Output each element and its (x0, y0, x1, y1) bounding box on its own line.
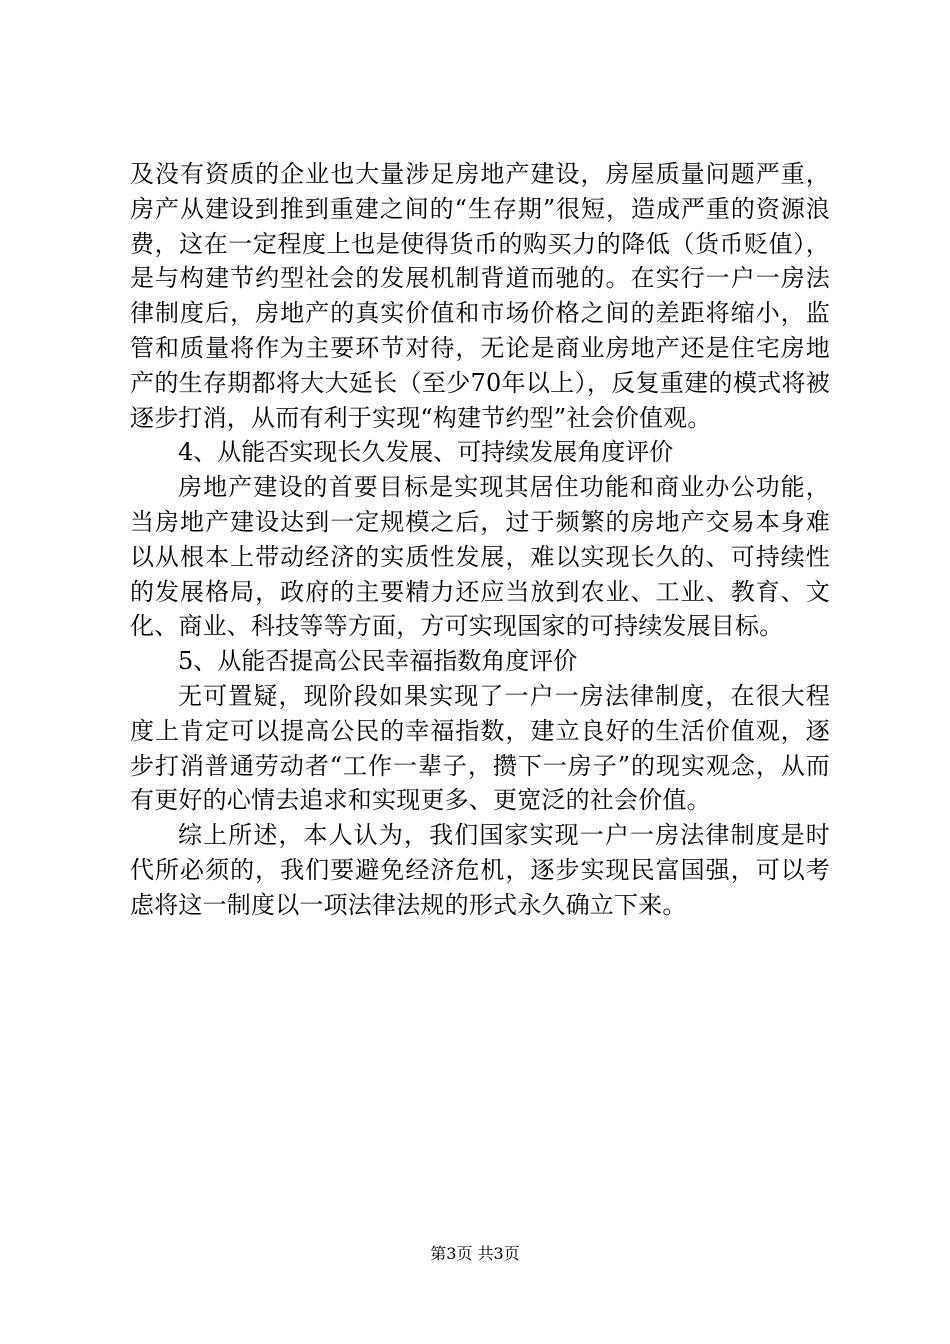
paragraph-continuation: 及没有资质的企业也大量涉足房地产建设，房屋质量问题严重，房产从建设到推到重建之间的“生存期”很短，造成严重的资源浪费，这在一定程度上也是使得货币的购买力的降低（货币贬值），是与构建节约型社会的发展机制背道而驰的。在实行一户一房法律制度后，房地产的真实价值和市场价格之间的差距将缩小，监管和质量将作为主要环节对待，无论是商业房地产还是住宅房地产的生存期都将大大延长（至少70年以上），反复重建的模式将被逐步打消，从而有利于实现“构建节约型”社会价值观。 (130, 160, 830, 432)
paragraph-conclusion: 综上所述，本人认为，我们国家实现一户一房法律制度是时代所必须的，我们要避免经济危机，逐步实现民富国强，可以考虑将这一制度以一项法律法规的形式永久确立下来。 (130, 821, 830, 919)
page-footer: 第3页 共3页 (430, 1244, 520, 1263)
section-heading-4: 4、从能否实现长久发展、可持续发展角度评价 (178, 438, 674, 467)
paragraph-happiness-index: 无可置疑，现阶段如果实现了一户一房法律制度，在很大程度上肯定可以提高公民的幸福指数，建立良好的生活价值观，逐步打消普通劳动者“工作一辈子，攒下一房子”的现实观念，从而有更好的心情去追求和实现更多、更宽泛的社会价值。 (130, 681, 830, 815)
paragraph-sustainable-development: 房地产建设的首要目标是实现其居住功能和商业办公功能，当房地产建设达到一定规模之后，过于频繁的房地产交易本身难以从根本上带动经济的实质性发展，难以实现长久的、可持续性的发展格局，政府的主要精力还应当放到农业、工业、教育、文化、商业、科技等等方面，方可实现国家的可持续发展目标。 (130, 473, 830, 641)
section-heading-5: 5、从能否提高公民幸福指数角度评价 (178, 647, 578, 676)
document-body (130, 157, 830, 923)
